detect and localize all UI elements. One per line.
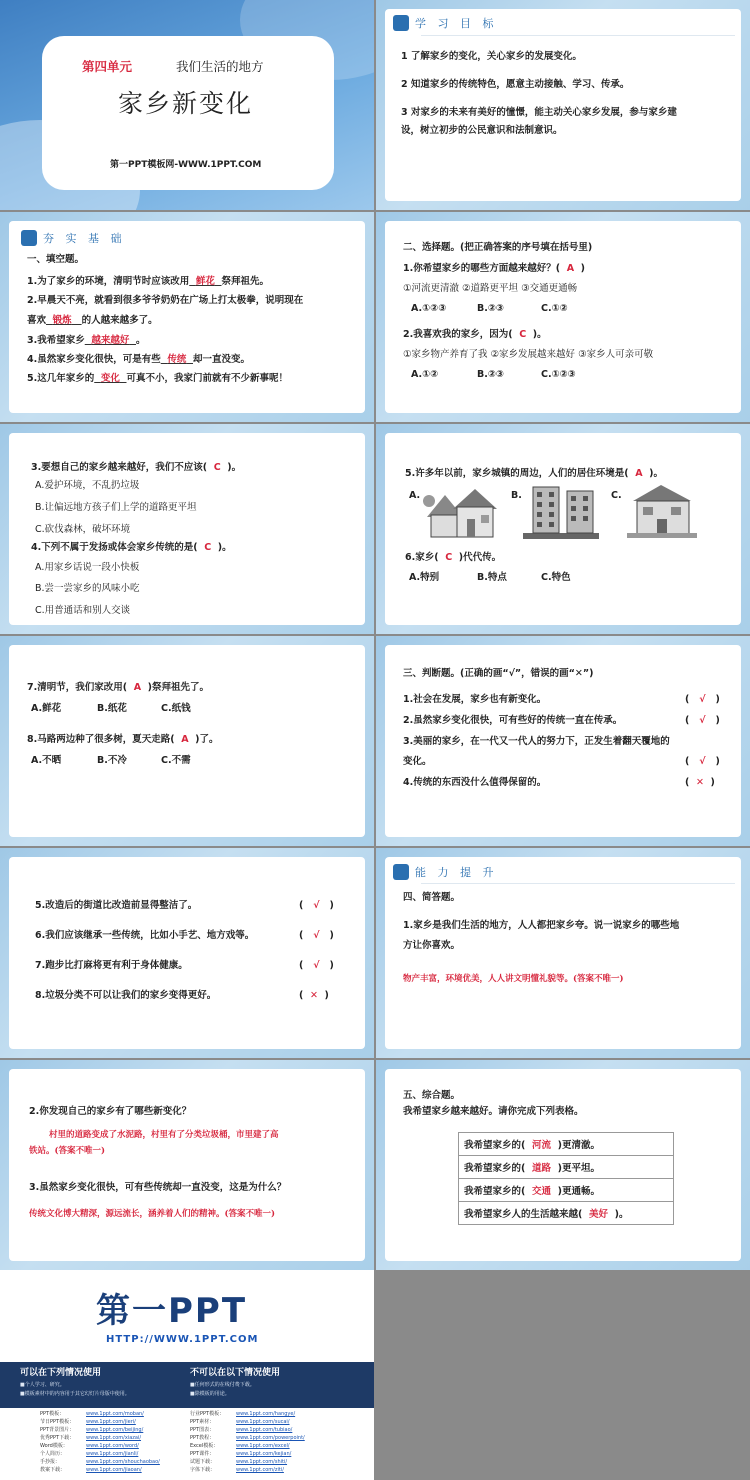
goal-item: 3 对家乡的未来有美好的憧憬，能主动关心家乡发展，参与家乡建 [401,107,677,118]
choice-c: C.①② [541,303,568,314]
table-cell: 我希望家乡的( 交通 )更通畅。 [459,1179,674,1202]
option-line: A.用家乡话说一段小快板 [35,562,140,573]
goal-item: 设，树立初步的公民意识和法制意识。 [401,125,563,136]
choice-a: A.特别 [409,572,440,583]
slide-card [385,9,741,201]
link-label: PPT素材： [190,1419,215,1425]
link-url[interactable]: www.1ppt.com/jieri/ [86,1419,136,1425]
link-label: Excel模板： [190,1443,219,1449]
slide-card [9,433,365,625]
slide-judgement-1[interactable] [376,636,750,846]
question-line: 6.家乡( C )代代传。 [405,552,502,563]
question-line: 方让你喜欢。 [403,940,461,951]
table-row [459,1156,674,1179]
option-line: B.让偏远地方孩子们上学的道路更平坦 [35,502,197,513]
answer-text: 传统文化博大精深，源远流长，涵养着人们的精神。(答案不唯一) [29,1209,276,1219]
question-line: 4.虽然家乡变化很快，可是有些 传统 却一直没变。 [27,354,251,365]
question-line: 我希望家乡越来越好。请你完成下列表格。 [403,1106,584,1117]
link-label: 手抄报： [40,1459,61,1465]
slide-card [9,1069,365,1261]
choice-a: A.①② [411,369,439,380]
link-url[interactable]: www.1ppt.com/ziti/ [236,1467,284,1473]
header-square-icon [393,15,409,31]
link-url[interactable]: www.1ppt.com/moban/ [86,1411,144,1417]
can-use-item: ■个人学习、研究。 [20,1382,65,1388]
link-label: 优秀PPT下载： [40,1435,75,1441]
answer-mark: ( √ ) [299,930,334,941]
unit-title: 我们生活的地方 [176,59,264,74]
link-label: PPT课件： [190,1451,215,1457]
table-cell: 我希望家乡的( 河流 )更清澈。 [459,1133,674,1156]
statement: 变化。 [403,756,432,767]
slide-short-answer-1[interactable] [376,848,750,1058]
question-line: 8.马路两边种了很多树，夏天走路( A )了。 [27,734,219,745]
slide-short-answer-2[interactable] [0,1060,374,1270]
statement: 4.传统的东西没什么值得保留的。 [403,777,547,788]
choice-c: C.纸钱 [161,703,191,714]
statement: 6.我们应该继承一些传统，比如小手艺、地方戏等。 [35,930,255,941]
link-url[interactable]: www.1ppt.com/jianli/ [86,1451,139,1457]
cover-card [42,36,334,190]
can-use-title: 可以在下列情况使用 [20,1368,102,1378]
section-header [393,14,498,32]
can-use-item: ■模板素材中的内容用于其它幻灯片母版中使用。 [20,1391,130,1397]
statement: 8.垃圾分类不可以让我们的家乡变得更好。 [35,990,217,1001]
section-title: 一、填空题。 [27,254,85,265]
choice-c: C.①②③ [541,369,576,380]
answer-text: 铁站。(答案不唯一) [29,1146,106,1156]
usage-terms-band [0,1362,374,1408]
question-line: 4.下列不属于发扬或体会家乡传统的是( C )。 [31,542,232,553]
question-line: 1.家乡是我们生活的地方，人人都把家乡夸。说一说家乡的哪些地 [403,920,680,931]
choice-b: B.特点 [477,572,507,583]
villa-illustration [627,481,697,539]
answer-mark: ( ✕ ) [299,990,329,1001]
slide-credits[interactable] [0,1270,374,1480]
answer-table [458,1132,674,1225]
link-url[interactable]: www.1ppt.com/beijing/ [86,1427,144,1433]
question-line: 7.清明节，我们家改用( A )祭拜祖先了。 [27,682,210,693]
question-line: 2.早晨天不亮，就看到很多爷爷奶奶在广场上打太极拳，说明现在 [27,295,304,306]
option-line: C.用普通话和别人交谈 [35,605,131,616]
link-label: 个人简历： [40,1451,66,1457]
slide-card [9,221,365,413]
choice-b: B.②③ [477,369,504,380]
cannot-use-title: 不可以在以下情况使用 [190,1368,281,1378]
choice-c-label: C. [611,490,622,501]
slide-choice-3[interactable] [376,424,750,634]
cannot-use-item: ■任何形式的在线付费下载。 [190,1382,255,1388]
link-label: 节日PPT模板： [40,1419,75,1425]
header-square-icon [21,230,37,246]
question-line: 喜欢 锻炼 的人越来越多了。 [27,315,158,326]
slide-card [385,645,741,837]
question-line: 1.为了家乡的环境，清明节时应该改用 鲜花 祭拜祖先。 [27,276,270,287]
links-list [0,1408,374,1480]
page-title: 家乡新变化 [118,89,254,118]
question-line: 3.虽然家乡变化很快，可有些传统却一直没变，这是为什么？ [29,1182,287,1193]
slide-cover[interactable] [0,0,374,210]
question-line: 5.许多年以前，家乡城镇的周边，人们的居住环境是( A )。 [405,468,664,479]
link-url[interactable]: www.1ppt.com/xiazai/ [86,1435,142,1441]
high-rise-illustration [523,483,599,539]
table-row [459,1202,674,1225]
choice-a-label: A. [409,490,421,501]
link-label: 教案下载： [40,1467,66,1473]
slide-fill-blanks[interactable] [0,212,374,422]
link-url[interactable]: www.1ppt.com/kejian/ [236,1451,292,1457]
section-header [393,863,498,881]
link-label: PPT背景图片： [40,1427,75,1433]
choice-b: B.不冷 [97,755,127,766]
slide-card [9,645,365,837]
choice-b: B.纸花 [97,703,127,714]
section-header-label: 学 习 目 标 [415,17,498,30]
slide-judgement-2[interactable] [0,848,374,1058]
brand-logo: 第一PPT [96,1291,248,1331]
option-line: C.砍伐森林，破坏环境 [35,524,131,535]
statement: 1.社会在发展，家乡也有新变化。 [403,694,547,705]
link-label: Word模板： [40,1443,68,1449]
credits-logo-area [0,1270,374,1362]
goal-item: 1 了解家乡的变化，关心家乡的发展变化。 [401,51,582,62]
link-label: 字体下载： [190,1467,216,1473]
link-url[interactable]: www.1ppt.com/powerpoint/ [236,1435,305,1441]
answer-mark: ( √ ) [685,715,720,726]
question-line: 1.你希望家乡的哪些方面越来越好？( A ) [403,263,586,274]
choice-c: C.不需 [161,755,191,766]
question-line: 3.我希望家乡 越来越好 。 [27,335,146,346]
option-line: ①家乡物产养育了我 ②家乡发展越来越好 ③家乡人可亲可敬 [403,349,654,360]
section-header [21,229,126,247]
slide-card [9,857,365,1049]
choice-a: A.鲜花 [31,703,62,714]
statement: 7.跑步比打麻将更有利于身体健康。 [35,960,188,971]
slide-card [385,433,741,625]
section-header-label: 能 力 提 升 [415,866,498,879]
question-line: 2.你发现自己的家乡有了哪些新变化？ [29,1106,192,1117]
answer-mark: ( √ ) [685,756,720,767]
statement: 2.虽然家乡变化很快，可有些好的传统一直在传承。 [403,715,623,726]
link-url[interactable]: www.1ppt.com/word/ [86,1443,139,1449]
statement: 3.美丽的家乡，在一代又一代人的努力下，正发生着翻天覆地的 [403,736,670,747]
table-row [459,1179,674,1202]
link-url[interactable]: www.1ppt.com/sucai/ [236,1419,290,1425]
answer-mark: ( ✕ ) [685,777,715,788]
slide-card [385,1069,741,1261]
slide-learning-goals[interactable] [376,0,750,210]
option-line: B.尝一尝家乡的风味小吃 [35,583,140,594]
link-label: 试题下载： [190,1459,216,1465]
header-square-icon [393,864,409,880]
link-url[interactable]: www.1ppt.com/shiti/ [236,1459,288,1465]
section-title: 三、判断题。(正确的画“√”，错误的画“✕”) [403,668,594,679]
table-cell: 我希望家乡的( 道路 )更平坦。 [459,1156,674,1179]
answer-text: 村里的道路变成了水泥路，村里有了分类垃圾桶，市里建了高 [49,1130,279,1140]
choice-c: C.特色 [541,572,571,583]
option-line: ①河流更清澈 ②道路更平坦 ③交通更通畅 [403,283,578,294]
choice-b: B.②③ [477,303,504,314]
slide-comprehensive[interactable] [376,1060,750,1270]
statement: 5.改造后的街道比改造前显得整洁了。 [35,900,198,911]
link-url[interactable]: www.1ppt.com/hangye/ [236,1411,296,1417]
link-url[interactable]: www.1ppt.com/jiaoan/ [86,1467,142,1473]
link-url[interactable]: www.1ppt.com/excel/ [236,1443,290,1449]
link-label: 行业PPT模板： [190,1411,225,1417]
site-label: 第一PPT模板网-WWW.1PPT.COM [110,160,262,170]
link-label: PPT教程： [190,1435,215,1441]
question-line: 2.我喜欢我的家乡，因为( C )。 [403,329,547,340]
brand-url: HTTP://WWW.1PPT.COM [106,1334,259,1345]
link-url[interactable]: www.1ppt.com/tubiao/ [236,1427,293,1433]
question-line: 5.这几年家乡的 变化 可真不小，我家门前就有不少新事呢！ [27,373,289,384]
question-line: 3.要想自己的家乡越来越好，我们不应该( C )。 [31,462,242,473]
cannot-use-item: ■除模板的用途。 [190,1391,230,1397]
link-url[interactable]: www.1ppt.com/shouchaobao/ [86,1459,160,1465]
slide-choice-4[interactable] [0,636,374,846]
slide-card [385,221,741,413]
old-house-illustration [423,483,503,539]
section-title: 二、选择题。(把正确答案的序号填在括号里) [403,242,593,253]
answer-mark: ( √ ) [299,900,334,911]
answer-mark: ( √ ) [299,960,334,971]
slide-choice-2[interactable] [0,424,374,634]
goal-item: 2 知道家乡的传统特色，愿意主动接触、学习、传承。 [401,79,630,90]
table-cell: 我希望家乡人的生活越来越( 美好 )。 [459,1202,674,1225]
option-line: A.爱护环境，不乱扔垃圾 [35,480,140,491]
link-label: PPT图表： [190,1427,215,1433]
choice-b-label: B. [511,490,522,501]
slide-card [385,857,741,1049]
slide-choice-1[interactable] [376,212,750,422]
header-divider [421,35,735,36]
choice-a: A.不晒 [31,755,62,766]
section-title: 五、综合题。 [403,1090,461,1101]
table-row [459,1133,674,1156]
section-header-label: 夯 实 基 础 [43,232,126,245]
header-divider [421,883,735,884]
answer-text: 物产丰富，环境优美，人人讲文明懂礼貌等。(答案不唯一) [403,974,624,984]
link-label: PPT模板： [40,1411,65,1417]
choice-a: A.①②③ [411,303,447,314]
answer-mark: ( √ ) [685,694,720,705]
section-title: 四、简答题。 [403,892,461,903]
unit-label: 第四单元 [82,59,133,74]
